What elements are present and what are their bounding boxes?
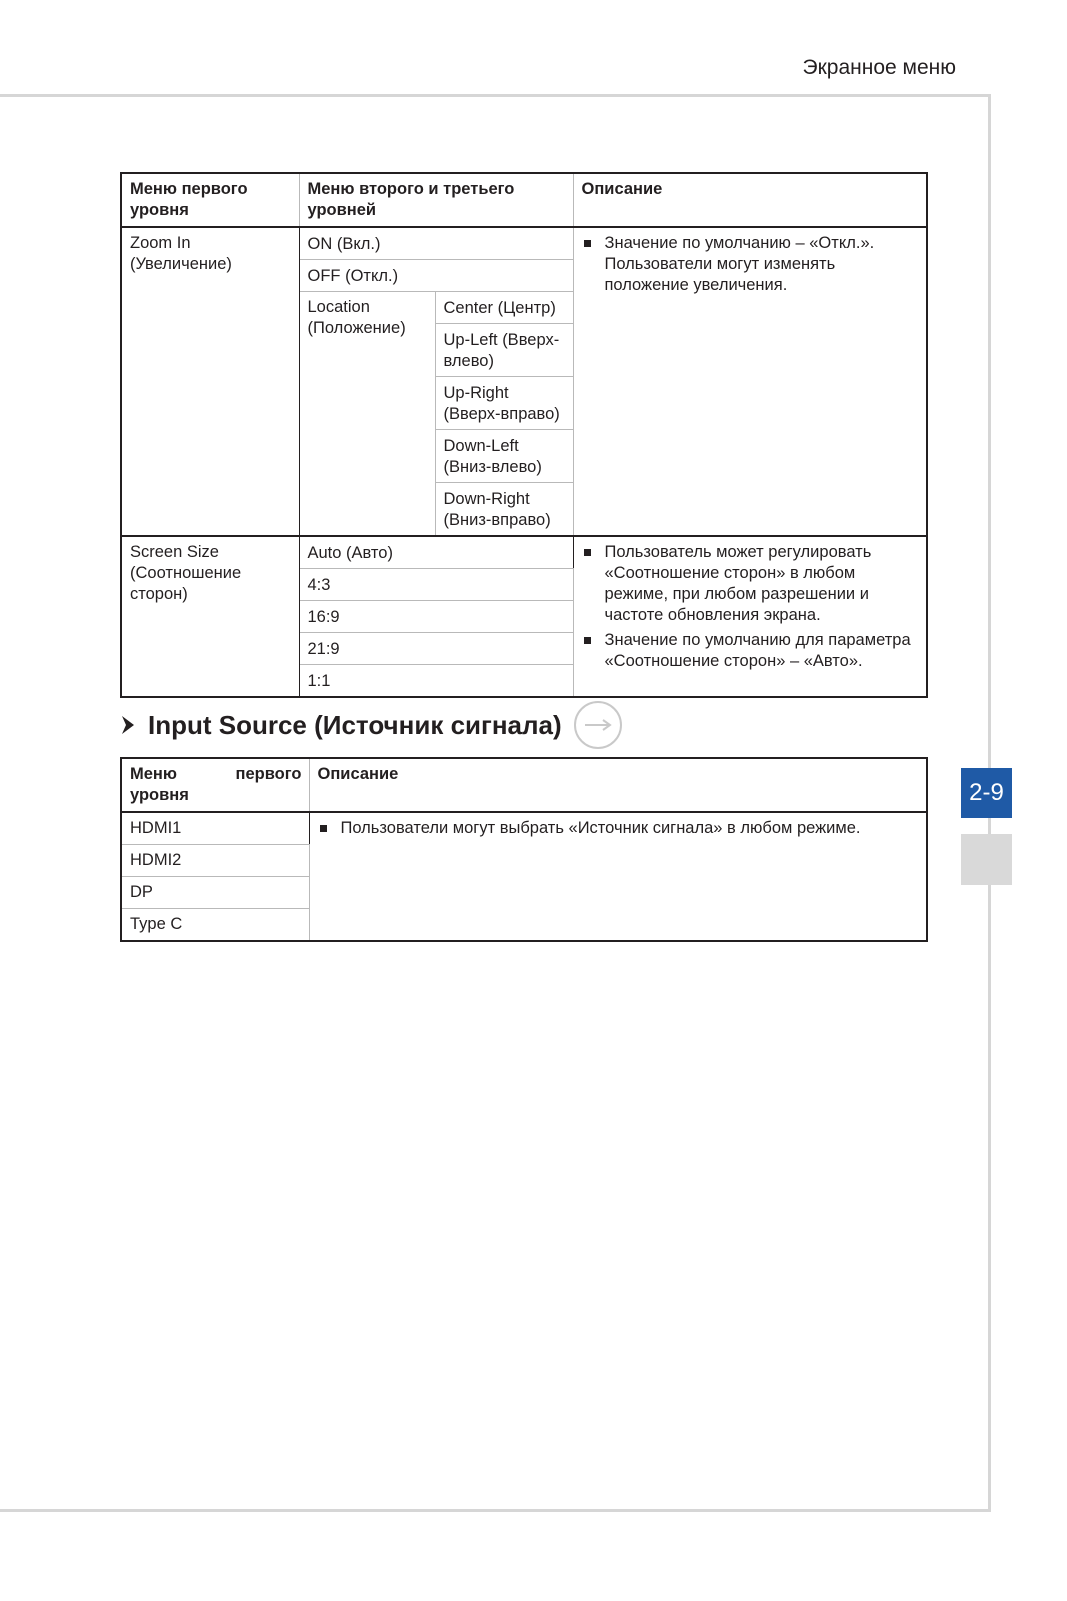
screen-size-21-9-option: 21:9	[299, 633, 573, 665]
chevron-right-icon	[120, 714, 136, 736]
location-center-option: Center (Центр)	[435, 292, 573, 324]
page-frame-top	[0, 94, 991, 97]
location-up-right-option: Up-Right (Вверх-вправо)	[435, 377, 573, 430]
section-title: Input Source (Источник сигнала)	[148, 709, 562, 740]
bullet-icon	[584, 240, 591, 247]
table-header-row	[121, 758, 927, 812]
source-type-c: Type C	[121, 909, 309, 942]
header-description: Описание	[573, 173, 927, 227]
location-down-left-option: Down-Left (Вниз-влево)	[435, 430, 573, 483]
table-row	[121, 812, 927, 845]
location-up-left-option: Up-Left (Вверх-влево)	[435, 324, 573, 377]
header-first-level: Меню первого уровня	[121, 758, 309, 812]
source-hdmi2: HDMI2	[121, 845, 309, 877]
screen-size-1-1-option: 1:1	[299, 665, 573, 698]
list-item: Пользователь может регулировать «Соотношение сторон» в любом режиме, при любом разрешении и частоте обновления экрана.	[582, 542, 920, 626]
list-item: Значение по умолчанию – «Откл.». Пользователи могут изменять положение увеличения.	[582, 233, 920, 296]
zoom-off-option: OFF (Откл.)	[299, 260, 573, 292]
bullet-icon	[584, 549, 591, 556]
zoom-screen-size-table	[120, 172, 928, 698]
zoom-description	[573, 227, 927, 536]
list-item: Значение по умолчанию для параметра «Соотношение сторон» – «Авто».	[582, 630, 920, 672]
page-number-tab: 2-9	[961, 768, 1012, 818]
bullet-icon	[320, 825, 327, 832]
table-row	[121, 536, 927, 569]
table-header-row	[121, 173, 927, 227]
screen-size-auto-option: Auto (Авто)	[299, 536, 573, 569]
table-row	[121, 227, 927, 260]
input-source-heading	[120, 700, 622, 750]
header-second-third-level: Меню второго и третьего уровней	[299, 173, 573, 227]
source-hdmi1: HDMI1	[121, 812, 309, 845]
input-source-table	[120, 757, 928, 942]
zoom-in-label: Zoom In (Увеличение)	[121, 227, 299, 536]
screen-size-4-3-option: 4:3	[299, 569, 573, 601]
header-description: Описание	[309, 758, 927, 812]
zoom-location-label: Location (Положение)	[299, 292, 435, 537]
page-tab-marker	[961, 834, 1012, 885]
page-header-title: Экранное меню	[802, 56, 956, 79]
input-source-icon	[574, 701, 622, 749]
header-first-level: Меню первого уровня	[121, 173, 299, 227]
screen-size-description	[573, 536, 927, 697]
zoom-on-option: ON (Вкл.)	[299, 227, 573, 260]
location-down-right-option: Down-Right (Вниз-вправо)	[435, 483, 573, 537]
input-source-description	[309, 812, 927, 941]
screen-size-label: Screen Size (Соотношение сторон)	[121, 536, 299, 697]
screen-size-16-9-option: 16:9	[299, 601, 573, 633]
page-frame-bottom	[0, 1509, 991, 1512]
bullet-icon	[584, 637, 591, 644]
source-dp: DP	[121, 877, 309, 909]
list-item: Пользователи могут выбрать «Источник сигнала» в любом режиме.	[318, 818, 920, 839]
